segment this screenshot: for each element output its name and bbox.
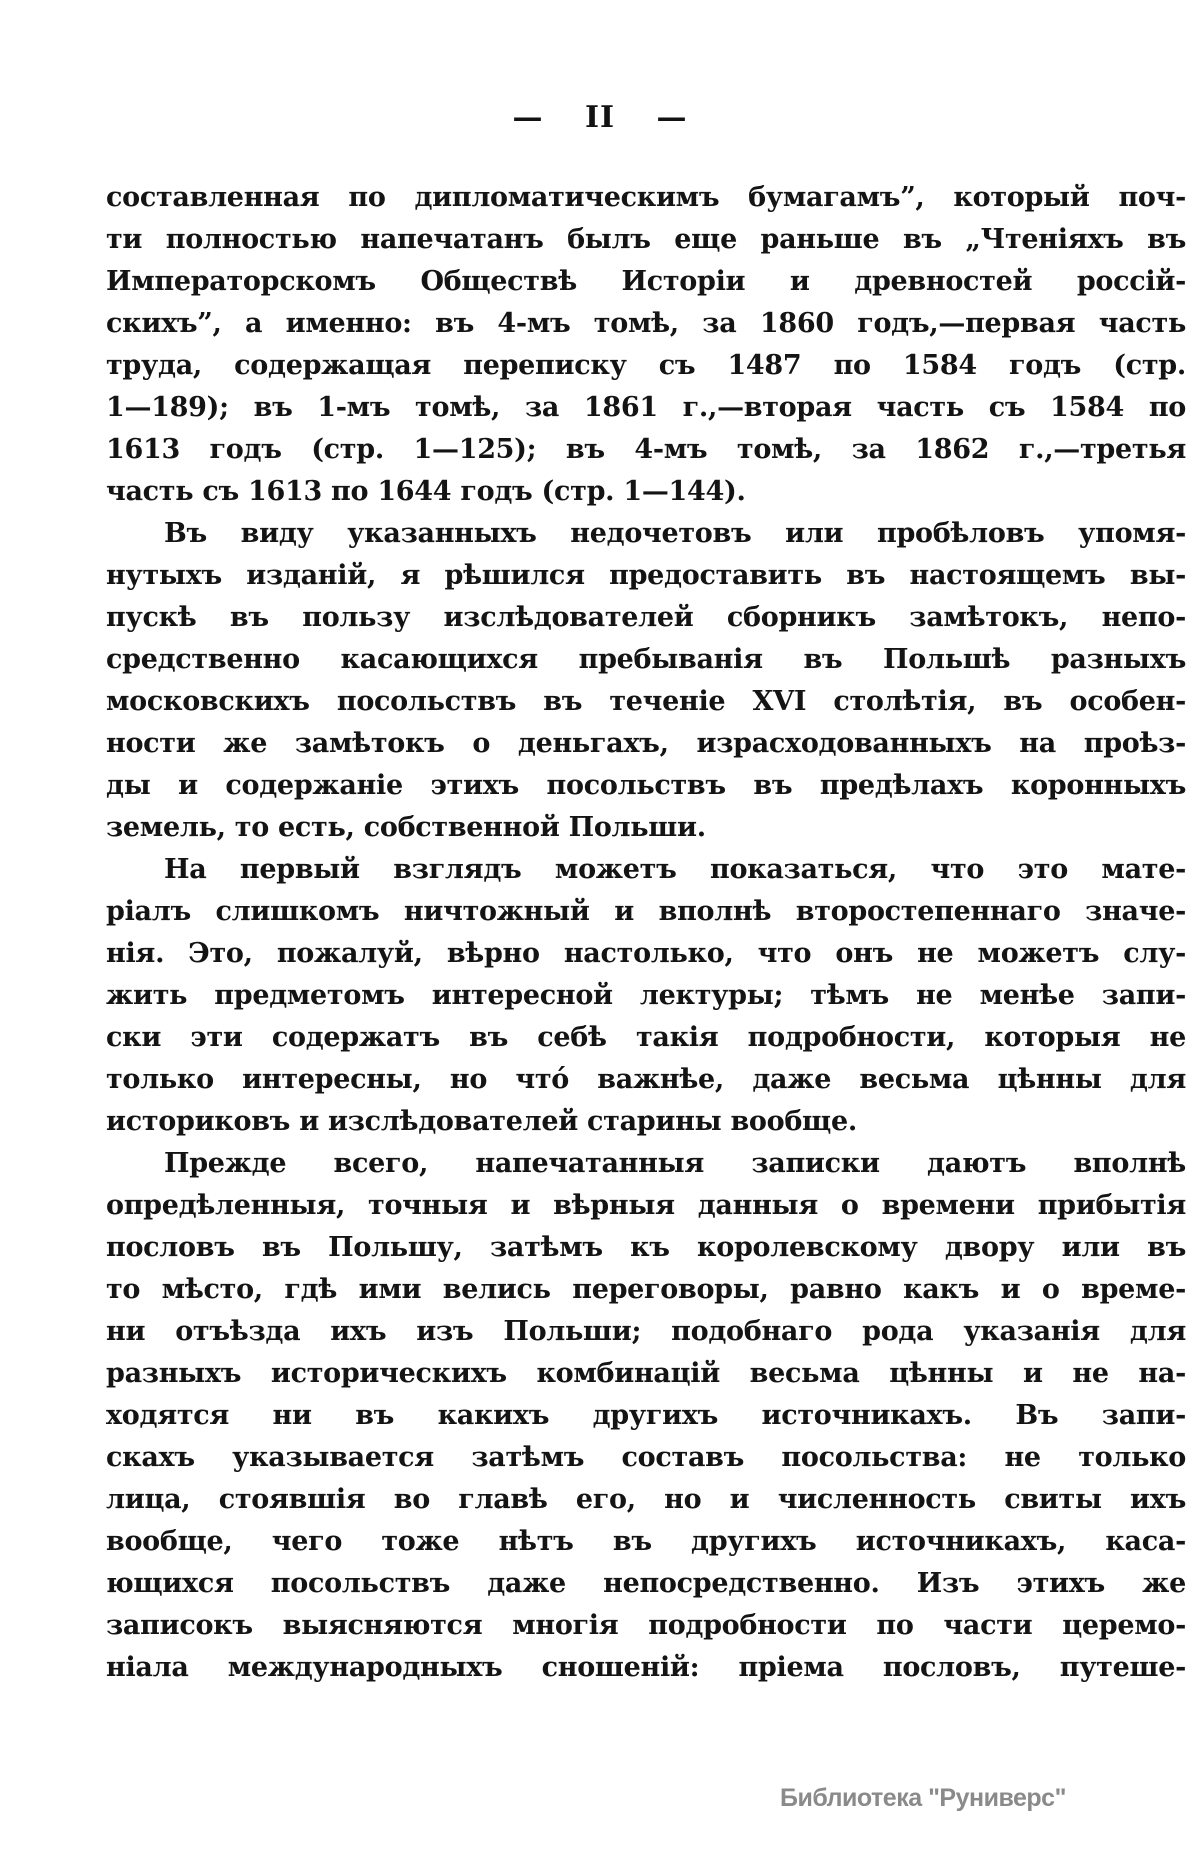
text-line: нія. Это, пожалуй, вѣрно настолько, что онъ не можетъ слу-	[106, 938, 1186, 969]
text-line: составленная по дипломатическимъ бумагамъ”, который поч-	[106, 182, 1186, 213]
text-line: Прежде всего, напечатанныя записки даютъ вполнѣ	[164, 1148, 1186, 1179]
page-number-header: — II —	[512, 100, 688, 135]
text-line: земель, то есть, собственной Польши.	[106, 812, 706, 843]
text-line: историковъ и изслѣдователей старины вообще.	[106, 1106, 857, 1137]
text-line: ріалъ слишкомъ ничтожный и вполнѣ второстепеннаго значе-	[106, 896, 1186, 927]
text-line: жить предметомъ интересной лектуры; тѣмъ не менѣе запи-	[106, 980, 1186, 1011]
text-line: пословъ въ Польшу, затѣмъ къ королевскому двору или въ	[106, 1232, 1186, 1263]
text-line: ющихся посольствъ даже непосредственно. Изъ этихъ же	[106, 1568, 1186, 1599]
text-line: часть съ 1613 по 1644 годъ (стр. 1—144).	[106, 476, 746, 507]
text-line: Въ виду указанныхъ недочетовъ или пробѣловъ упомя-	[164, 518, 1186, 549]
text-line: На первый взглядъ можетъ показаться, что это мате-	[164, 854, 1186, 885]
text-line: 1613 годъ (стр. 1—125); въ 4-мъ томѣ, за 1862 г.,—третья	[106, 434, 1186, 465]
text-line: Императорскомъ Обществѣ Исторіи и древностей россій-	[106, 266, 1186, 297]
text-line: труда, содержащая переписку съ 1487 по 1584 годъ (стр.	[106, 350, 1186, 381]
text-line: ности же замѣтокъ о деньгахъ, израсходованныхъ на проѣз-	[106, 728, 1186, 759]
text-line: то мѣсто, гдѣ ими велись переговоры, равно какъ и о време-	[106, 1274, 1186, 1305]
library-watermark: Библиотека "Руниверс"	[780, 1784, 1066, 1812]
text-line: скихъ”, а именно: въ 4-мъ томѣ, за 1860 годъ,—первая часть	[106, 308, 1186, 339]
text-line: скахъ указывается затѣмъ составъ посольства: не только	[106, 1442, 1186, 1473]
text-line: 1—189); въ 1-мъ томѣ, за 1861 г.,—вторая часть съ 1584 по	[106, 392, 1186, 423]
text-line: записокъ выясняются многія подробности по части церемо-	[106, 1610, 1186, 1641]
text-line: ти полностью напечатанъ былъ еще раньше въ „Чтеніяхъ въ	[106, 224, 1186, 255]
text-line: разныхъ историческихъ комбинацій весьма цѣнны и не на-	[106, 1358, 1186, 1389]
text-line: ходятся ни въ какихъ другихъ источникахъ. Въ запи-	[106, 1400, 1186, 1431]
text-line: ски эти содержатъ въ себѣ такія подробности, которыя не	[106, 1022, 1186, 1053]
text-line: ни отъѣзда ихъ изъ Польши; подобнаго рода указанія для	[106, 1316, 1186, 1347]
page-body-text	[106, 177, 1186, 1689]
text-line: только интересны, но что́ важнѣе, даже весьма цѣнны для	[106, 1064, 1186, 1095]
text-line: нутыхъ изданій, я рѣшился предоставить въ настоящемъ вы-	[106, 560, 1186, 591]
text-line: вообще, чего тоже нѣтъ въ другихъ источникахъ, каса-	[106, 1526, 1186, 1557]
text-line: средственно касающихся пребыванія въ Польшѣ разныхъ	[106, 644, 1186, 675]
text-line: лица, стоявшія во главѣ его, но и численность свиты ихъ	[106, 1484, 1186, 1515]
text-line: московскихъ посольствъ въ теченіе XVI столѣтія, въ особен-	[106, 686, 1186, 717]
text-line: ды и содержаніе этихъ посольствъ въ предѣлахъ коронныхъ	[106, 770, 1186, 801]
text-line: ніала международныхъ сношеній: пріема пословъ, путеше-	[106, 1652, 1186, 1683]
text-line: пускѣ въ пользу изслѣдователей сборникъ замѣтокъ, непо-	[106, 602, 1186, 633]
text-line: опредѣленныя, точныя и вѣрныя данныя о времени прибытія	[106, 1190, 1186, 1221]
